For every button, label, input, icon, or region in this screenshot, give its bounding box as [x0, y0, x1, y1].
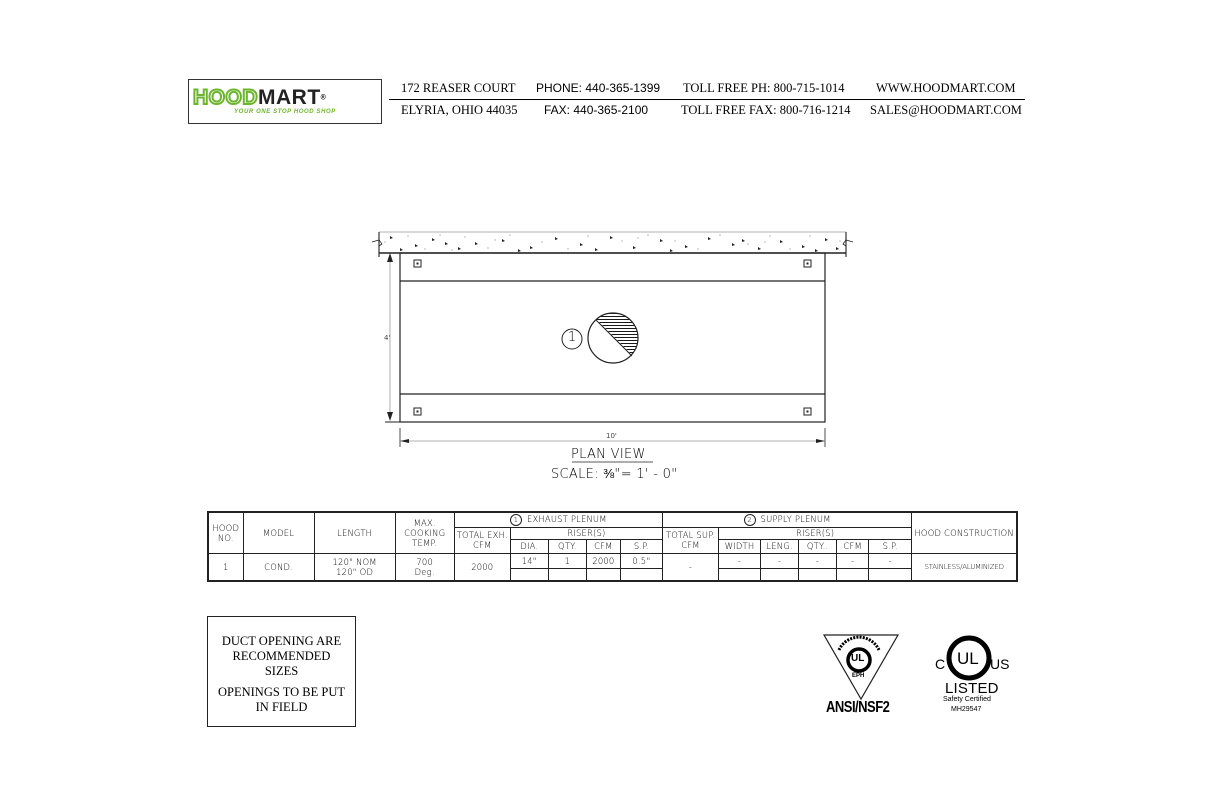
logo-hood-text: HOOD: [193, 86, 258, 109]
cell-length-od: 120" OD: [336, 566, 374, 577]
address-line2: ELYRIA, OHIO 44035: [401, 103, 518, 117]
header-sup-cfm: CFM: [837, 539, 869, 553]
ul-mark: UL: [957, 649, 979, 668]
registered-mark: ®: [320, 94, 327, 102]
header-sup-width: WIDTH: [719, 539, 761, 553]
blank-cell: [586, 568, 620, 581]
header-divider: [389, 99, 1025, 100]
blank-cell: [799, 568, 837, 581]
plan-view-title: PLAN VIEW: [571, 447, 646, 462]
phone: PHONE: 440-365-1399: [536, 81, 661, 95]
exhaust-callout-number: 1: [567, 330, 577, 345]
duct-opening-note: [207, 616, 356, 727]
cell-temp-value: 700: [416, 556, 433, 567]
blank-cell: [837, 568, 869, 581]
note-line5: IN FIELD: [255, 700, 308, 714]
nsf-triangle-icon: [822, 633, 900, 701]
logo-wordmark: [193, 87, 326, 109]
header-hood-no: HOOD NO.: [208, 512, 243, 553]
header-exh-risers: RISER(S): [510, 527, 662, 539]
cell-exh-cfm: 2000: [586, 553, 620, 568]
header-exh-cfm: CFM: [586, 539, 620, 553]
fax: FAX: 440-365-2100: [544, 103, 649, 117]
ul-listed-label: LISTED: [945, 680, 999, 697]
ul-us-label: US: [990, 656, 1010, 672]
plan-view-drawing: [370, 222, 860, 487]
hood-outline: [400, 253, 825, 422]
ul-listed-certification: [933, 634, 1013, 719]
cell-sup-leng: -: [761, 553, 799, 568]
plan-view-scale: SCALE: ⅜"= 1' - 0": [551, 467, 678, 482]
ul-c-label: C: [935, 656, 946, 672]
hoodmart-logo: [188, 79, 382, 124]
width-dim-label: 10': [606, 432, 617, 440]
cell-temp-unit: Deg.: [414, 566, 435, 577]
nsf-eph-label: EPH: [852, 673, 865, 679]
header-sup-leng: LENG.: [761, 539, 799, 553]
ul-safety-certified: Safety Certified: [943, 696, 991, 703]
header-sup-risers: RISER(S): [719, 527, 912, 539]
header-total-exh-cfm: TOTAL EXH. CFM: [454, 527, 510, 553]
header-supply-plenum: [662, 512, 911, 527]
cell-sup-qty: -: [799, 553, 837, 568]
header-exh-qty: QTY.: [548, 539, 586, 553]
logo-tagline: YOUR ONE STOP HOOD SHOP: [234, 109, 336, 115]
cell-total-sup-cfm: -: [662, 553, 718, 581]
cell-exh-qty: 1: [548, 553, 586, 568]
supply-plenum-label: SUPPLY PLENUM: [760, 513, 831, 524]
header-exh-dia: DIA.: [510, 539, 548, 553]
blank-cell: [510, 568, 548, 581]
exhaust-plenum-label: EXHAUST PLENUM: [526, 513, 607, 524]
exhaust-plenum-number-badge: 1: [510, 514, 522, 526]
header-sup-qty: QTY..: [799, 539, 837, 553]
cell-total-exh-cfm: 2000: [454, 553, 510, 581]
cell-temp: [395, 553, 454, 581]
header-model: MODEL: [243, 512, 314, 553]
blank-cell: [620, 568, 662, 581]
hood-spec-table: [207, 511, 1018, 582]
website-link[interactable]: WWW.HOODMART.COM: [876, 81, 1016, 95]
header-sup-sp: S.P.: [869, 539, 912, 553]
note-line1: DUCT OPENING ARE: [221, 634, 342, 648]
blank-cell: [761, 568, 799, 581]
header-exh-sp: S.P.: [620, 539, 662, 553]
header-max-cooking-temp: MAX. COOKING TEMP.: [395, 512, 454, 553]
note-line4: OPENINGS TO BE PUT: [218, 685, 345, 699]
blank-cell: [869, 568, 912, 581]
header-length: LENGTH: [314, 512, 395, 553]
ansi-nsf2-certification: [822, 633, 900, 718]
cell-sup-sp: -: [869, 553, 912, 568]
cell-length-nom: 120" NOM: [332, 556, 377, 567]
cell-sup-width: -: [719, 553, 761, 568]
cell-exh-dia: 14": [510, 553, 548, 568]
ansi-nsf2-label: ANSI/NSF2: [826, 697, 890, 716]
cell-model: COND.: [243, 553, 314, 581]
header-hood-construction: HOOD CONSTRUCTION: [912, 512, 1017, 553]
email-link[interactable]: SALES@HOODMART.COM: [870, 103, 1022, 117]
address-line1: 172 REASER COURT: [401, 81, 516, 95]
cell-exh-sp: 0.5": [620, 553, 662, 568]
toll-free-phone: TOLL FREE PH: 800-715-1014: [683, 81, 845, 95]
header-exhaust-plenum: [454, 512, 662, 527]
logo-mart-text: MART: [258, 86, 321, 109]
supply-plenum-number-badge: 2: [744, 514, 756, 526]
note-line2: RECOMMENDED: [232, 649, 331, 663]
nsf-ul-mark: UL: [851, 653, 865, 664]
blank-cell: [548, 568, 586, 581]
cell-length: [314, 553, 395, 581]
toll-free-fax: TOLL FREE FAX: 800-716-1214: [681, 103, 851, 117]
table-row: [208, 553, 1017, 568]
header-total-sup-cfm: TOTAL SUP. CFM: [662, 527, 718, 553]
depth-dim-label: 4': [384, 334, 391, 342]
blank-cell: [719, 568, 761, 581]
ul-cert-number: MH29547: [951, 706, 982, 713]
cell-hood-no: 1: [208, 553, 243, 581]
cell-sup-cfm: -: [837, 553, 869, 568]
cell-construction: STAINLESS/ALUMINIZED: [912, 553, 1017, 581]
note-line3: SIZES: [264, 664, 299, 678]
hanger-brackets: [414, 260, 811, 415]
